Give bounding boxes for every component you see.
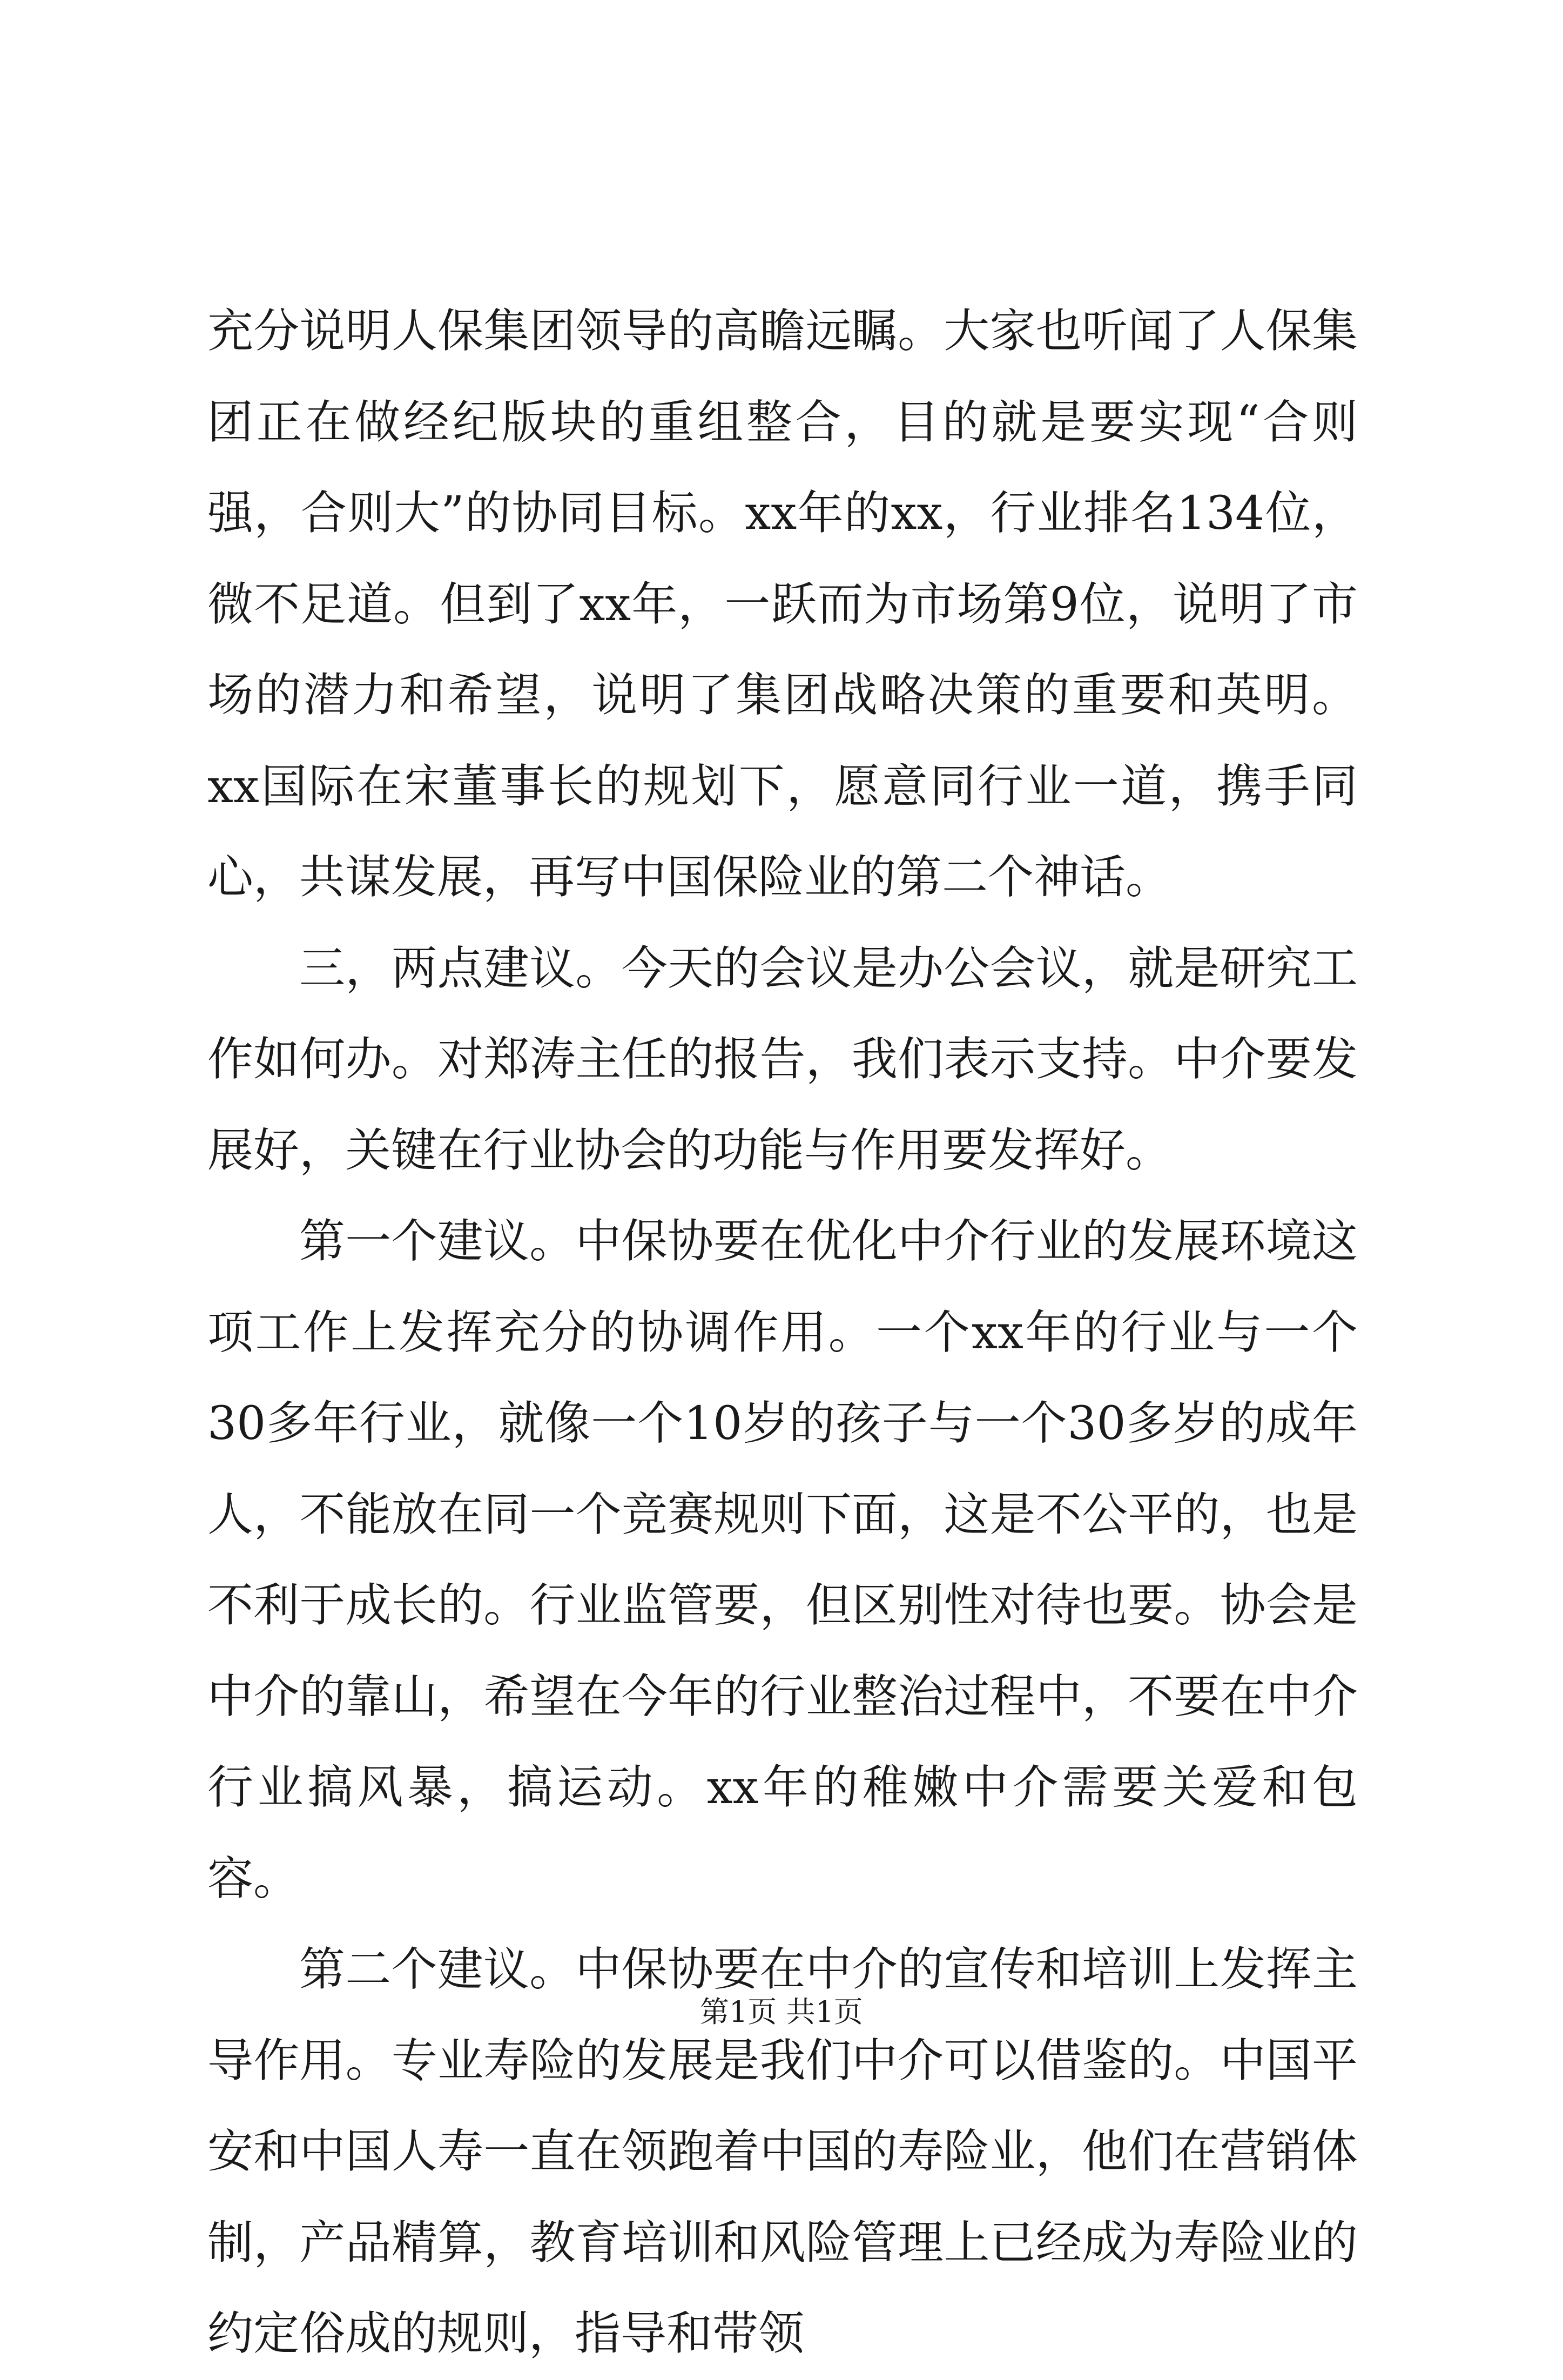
paragraph-first-suggestion: 第一个建议。中保协要在优化中介行业的发展环境这项工作上发挥充分的协调作用。一个xx年的行业与一个30多年行业，就像一个10岁的孩子与一个30多岁的成年人，不能放在同一个竞赛规则下面，这是不公平的，也是不利于成长的。行业监管要，但区别性对待也要。协会是中介的靠山，希望在今年的行业整治过程中，不要在中介行业搞风暴，搞运动。xx年的稚嫩中介需要关爱和包容。 xyxy=(207,1215,1358,1906)
document-body xyxy=(207,286,1358,2380)
paragraph-section-three: 三，两点建议。今天的会议是办公会议，就是研究工作如何办。对郑涛主任的报告，我们表示支持。中介要发展好，关键在行业协会的功能与作用要发挥好。 xyxy=(207,942,1358,1178)
paragraph-second-suggestion: 第二个建议。中保协要在中介的宣传和培训上发挥主导作用。专业寿险的发展是我们中介可以借鉴的。中国平安和中国人寿一直在领跑着中国的寿险业，他们在营销体制，产品精算，教育培训和风险管理上已经成为寿险业的约定俗成的规则，指导和带领 xyxy=(207,1943,1358,2361)
paragraph-continuation: 充分说明人保集团领导的高瞻远瞩。大家也听闻了人保集团正在做经纪版块的重组整合，目的就是要实现“合则强，合则大”的协同目标。xx年的xx，行业排名134位，微不足道。但到了xx年，一跃而为市场第9位，说明了市场的潜力和希望，说明了集团战略决策的重要和英明。xx国际在宋董事长的规划下，愿意同行业一道，携手同心，共谋发展，再写中国保险业的第二个神话。 xyxy=(207,305,1358,904)
page-footer: 第1页 共1页 xyxy=(700,1995,863,2029)
